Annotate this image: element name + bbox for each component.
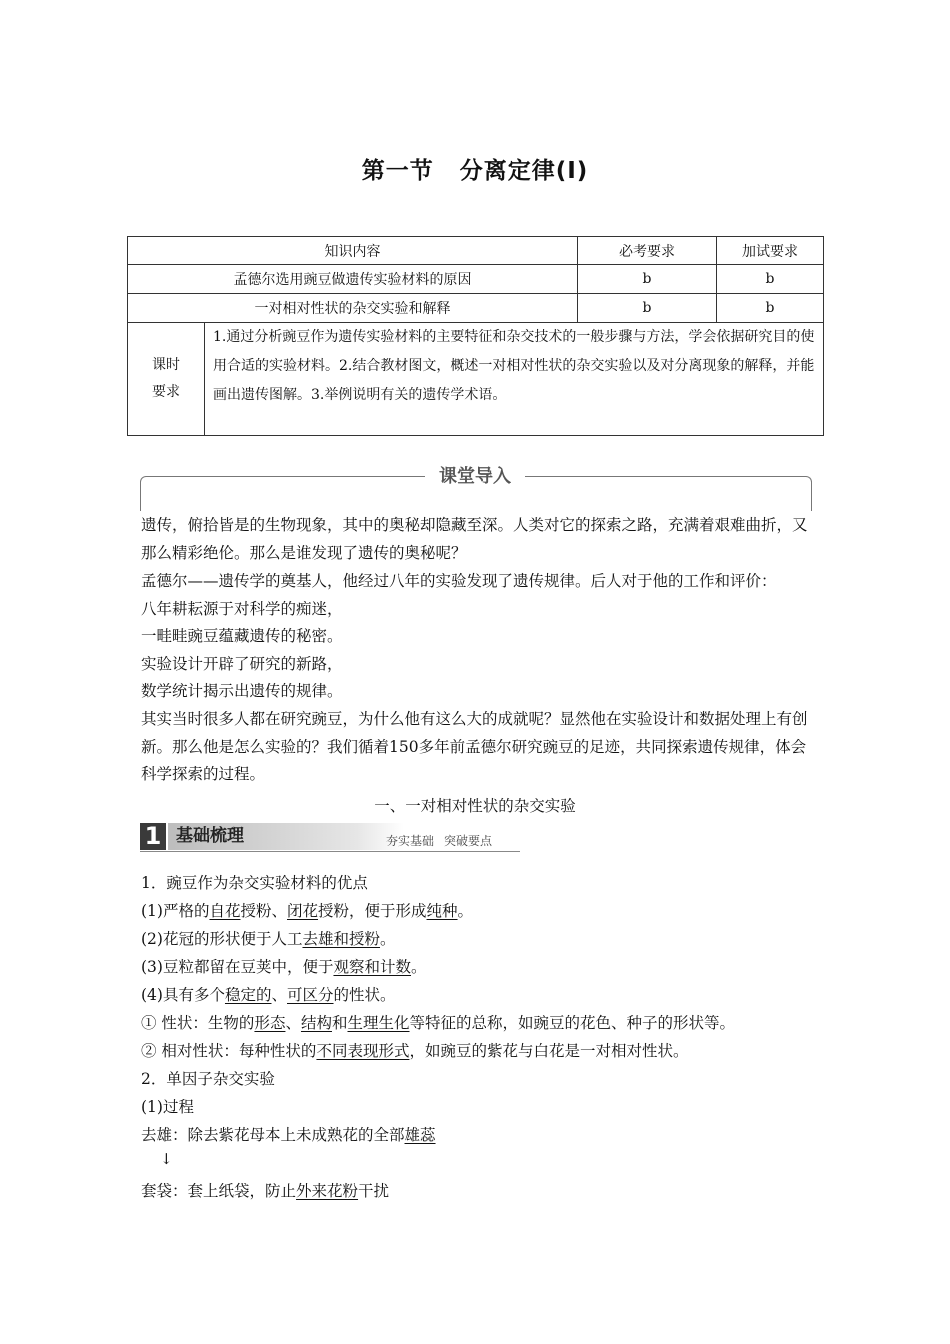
- text: 、: [285, 1014, 301, 1032]
- text: 的性状。: [333, 986, 396, 1004]
- header-content: 知识内容: [128, 237, 578, 265]
- process-title: (1)过程: [141, 1098, 194, 1116]
- course-label-line2: 要求: [152, 384, 180, 400]
- poem-line-2: 一畦畦豌豆蕴藏遗传的秘密。: [141, 627, 343, 645]
- item-1-3: [141, 954, 821, 982]
- table-row: [128, 265, 824, 294]
- item-1-title: 1．豌豆作为杂交实验材料的优点: [141, 874, 368, 892]
- text: 。: [411, 958, 427, 976]
- banner-title: 基础梳理: [176, 826, 244, 846]
- course-label-line1: 课时: [152, 357, 180, 373]
- down-arrow-icon: ↓: [160, 1150, 173, 1168]
- answer-blank: 计数: [380, 958, 412, 976]
- poem-line-3: 实验设计开辟了研究的新路，: [141, 655, 343, 673]
- banner-rule: [140, 851, 520, 852]
- text: ① 性状：生物的: [141, 1014, 255, 1032]
- step-emasculation: [141, 1122, 821, 1150]
- banner-sub-2: 突破要点: [444, 834, 493, 848]
- intro-heading-text: 课堂导入: [425, 462, 525, 488]
- answer-blank: 不同表现形式: [316, 1042, 410, 1060]
- row-extra: b: [717, 294, 824, 323]
- intro-heading: [0, 462, 950, 488]
- intro-paragraph-2: 孟德尔——遗传学的奠基人，他经过八年的实验发现了遗传规律。后人对于他的工作和评价：: [141, 572, 777, 590]
- table-header-row: [128, 237, 824, 265]
- answer-blank: 结构: [300, 1014, 332, 1032]
- banner-number: 1: [140, 823, 166, 850]
- answer-blank: 观察: [333, 958, 365, 976]
- text: 和: [331, 1014, 348, 1032]
- row-extra: b: [717, 265, 824, 294]
- title-section: 第一节: [361, 158, 434, 184]
- intro-paragraph-3: 其实当时很多人都在研究豌豆，为什么他有这么大的成就呢？显然他在实验设计和数据处理上有创新。那么他是怎么实验的？我们循着150多年前孟德尔研究豌豆的足迹，共同探索遗传规律，体会科学探索的过程。: [141, 710, 808, 783]
- item-1-2: [141, 926, 821, 954]
- text: 等特征的总称，如豌豆的花色、种子的形状等。: [409, 1014, 736, 1032]
- answer-blank: 闭花: [287, 902, 319, 920]
- item-2-title: 2．单因子杂交实验: [141, 1070, 275, 1088]
- text: 套袋：套上纸袋，防止: [141, 1182, 297, 1200]
- note-2: [141, 1038, 841, 1066]
- answer-blank: 生理生化: [347, 1014, 410, 1032]
- step-bagging: [141, 1178, 821, 1206]
- row-content: 一对相对性状的杂交实验和解释: [128, 294, 578, 323]
- answer-blank: 外来花粉: [296, 1182, 359, 1200]
- text: 和: [364, 958, 380, 976]
- banner-subtitle: [386, 832, 492, 849]
- course-requirement-row: [128, 323, 824, 436]
- text: 去雄：除去紫花母本上未成熟花的全部: [141, 1126, 405, 1144]
- text: (2)花冠的形状便于人工: [141, 930, 303, 948]
- text: 和: [333, 930, 349, 948]
- text: (1)严格的: [141, 902, 210, 920]
- course-label: [128, 323, 205, 436]
- answer-blank: 形态: [254, 1014, 286, 1032]
- answer-blank: 自花: [209, 902, 241, 920]
- text: (4)具有多个: [141, 986, 225, 1004]
- answer-blank: 可区分: [287, 986, 334, 1004]
- text: 授粉，便于形成: [318, 902, 427, 920]
- intro-paragraph-1: 遗传，俯拾皆是的生物现象，其中的奥秘却隐藏至深。人类对它的探索之路，充满着艰难曲折，又那么精彩绝伦。那么是谁发现了遗传的奥秘呢？: [141, 516, 808, 562]
- answer-blank: 稳定的: [224, 986, 272, 1004]
- poem-line-4: 数学统计揭示出遗传的规律。: [141, 682, 343, 700]
- text: (3)豆粒都留在豆荚中，便于: [141, 958, 334, 976]
- answer-blank: 雄蕊: [404, 1126, 436, 1144]
- text: 。: [457, 902, 474, 920]
- requirements-table: [127, 236, 824, 436]
- text: 干扰: [358, 1182, 390, 1200]
- course-text: 1.通过分析豌豆作为遗传实验材料的主要特征和杂交技术的一般步骤与方法，学会依据研究目的使用合适的实验材料。2.结合教材图文，概述一对相对性状的杂交实验以及对分离现象的解释，并能画出遗传图解。3.举例说明有关的遗传学术语。: [205, 323, 824, 436]
- text: 。: [380, 930, 396, 948]
- table-row: [128, 294, 824, 323]
- text: 授粉、: [240, 902, 287, 920]
- answer-blank: 纯种: [426, 902, 458, 920]
- item-1-4: [141, 982, 821, 1010]
- text: 、: [271, 986, 287, 1004]
- section-heading: 一、一对相对性状的杂交实验: [374, 797, 576, 815]
- row-content: 孟德尔选用豌豆做遗传实验材料的原因: [128, 265, 578, 294]
- poem-line-1: 八年耕耘源于对科学的痴迷，: [141, 600, 343, 618]
- answer-blank: 授粉: [349, 930, 381, 948]
- row-required: b: [578, 294, 717, 323]
- answer-blank: 去雄: [302, 930, 334, 948]
- row-required: b: [578, 265, 717, 294]
- header-extra: 加试要求: [717, 237, 824, 265]
- banner-sub-1: 夯实基础: [386, 834, 435, 848]
- page-title: [0, 152, 950, 185]
- title-name: 分离定律(Ⅰ): [459, 158, 589, 184]
- text: ，如豌豆的紫花与白花是一对相对性状。: [409, 1042, 689, 1060]
- text: ② 相对性状：每种性状的: [141, 1042, 317, 1060]
- item-1-1: [141, 898, 821, 926]
- basics-banner: [140, 823, 520, 853]
- note-1: [141, 1010, 841, 1038]
- header-required: 必考要求: [578, 237, 717, 265]
